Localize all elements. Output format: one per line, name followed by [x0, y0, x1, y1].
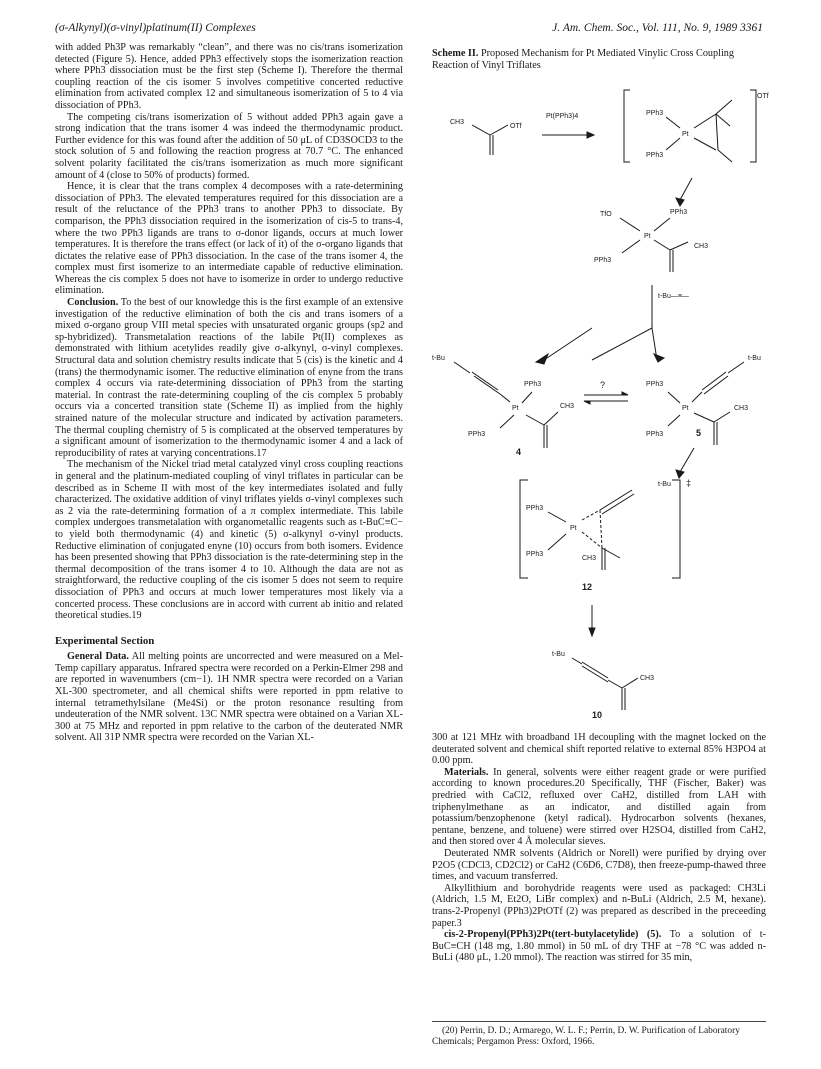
pt-label: Pt — [512, 405, 519, 412]
general-data-text: All melting points are uncorrected and were measured on a Mel-Temp capillary apparatus. Infrared spectra were recorded on a Perkin-Elmer 298 and are reported in wavenumbers (cm−1). 1H NMR spectra were recorded on a Varian XL-300 spectrometer, and all chemical shifts were reported in ppm relative to internal tetramethylsilane (Me4Si) or the proton resonance resulting from undeuteration of the NMR solvent. 13C NMR spectra were obtained on a Varian XL-300 at 75 MHz and reported in ppm relative to the carbon of the deuterated NMR solvent. All 31P NMR spectra were recorded on the Varian XL- — [55, 651, 403, 744]
pt-label: Pt — [682, 131, 689, 138]
pph3-label: PPh3 — [524, 381, 542, 388]
compound-12-label: 12 — [582, 582, 593, 592]
tbu-label: t-Bu — [658, 481, 671, 488]
pph3-label: PPh3 — [670, 209, 688, 216]
complex-4 — [432, 355, 574, 457]
tfo-label: TfO — [600, 211, 612, 218]
transition-state-12 — [520, 478, 691, 592]
footnote — [432, 1021, 766, 1048]
pi-complex — [624, 90, 769, 162]
conclusion-text: To the best of our knowledge this is the first example of an extensive investigation of the reductive elimination of both the cis and trans isomers of a mixed σ-organo group VIII metal species with unsaturated organic groups (sp2 and sp-hybridized). Transmetalation reactions of the labile Pt(II) complexes as demonstrated with lithium acetylides readily give σ-alkynyl, σ-vinyl complexes. Structural data and solution chemistry results indicate that 5 (cis) is the kinetic and 4 (trans) the thermodynamic isomer. The reductive elimination of enyne from the trans complex 4 occurs via rate-determining dissociation of PPh3 from the starting material. In contrast the rate-determining coupling of the cis complex 5 probably occurs via a concerted transition state (Scheme II) as implied from the highly strained nature of the molecular structure and indicated by activation parameters. The thermal coupling chemistry of 5 is complicated at the observed temperatures by a significant amount of isomerization to the thermodynamic isomer 4 and a lack of reproducibility of rates at varying concentrations.17 — [55, 297, 403, 459]
compound-4-label: 4 — [516, 447, 522, 457]
tbu-label: t-Bu — [432, 355, 445, 362]
ch3-label: CH3 — [582, 555, 597, 562]
ch3-label: CH3 — [734, 405, 749, 412]
paragraph: with added Ph3P was remarkably “clean”, and there was no cis/trans isomerization detected (Figure 5). Hence, added PPh3 effectively stops the isomerization reaction where PPh3 dissociation must be the first step (Scheme I). Therefore the thermal coupling reaction of the cis isomer 5 involves competitive concerted reductive elimination from activated complex 12 and simultaneous isomerization of 5 to 4 via dissociation of PPh3. — [55, 42, 403, 111]
synthesis-text: To a solution of t-BuC≡CH (148 mg, 1.80 mmol) in 50 mL of dry THF at −78 °C was added n-BuLi (480 μL, 1.20 mmol). The reaction was stirred for 35 min, — [432, 929, 766, 964]
complex-5 — [646, 355, 761, 445]
otf-label: OTf — [757, 93, 769, 100]
pph3-label: PPh3 — [646, 152, 664, 159]
scheme-label: Scheme II. — [432, 48, 479, 59]
tbu-label: t-Bu — [552, 651, 565, 658]
paragraph: Alkyllithium and borohydride reagents were used as packaged: CH3Li (Aldrich, 1.5 M, Et2O, LiBr complex) and n-BuLi (Aldrich, 2.5 M, hexane). trans-2-Propenyl (PPh3)2PtOTf (2) was prepared as described in the preceeding paper.3 — [432, 882, 766, 929]
scheme-title: Proposed Mechanism for Pt Mediated Vinylic Cross Coupling Reaction of Vinyl Triflates — [432, 48, 734, 71]
ch3-label: CH3 — [694, 243, 709, 250]
materials-text: In general, solvents were either reagent grade or were purified according to known procedures.20 Specifically, THF (Fischer, Baker) was predried with CaCl2, refluxed over CaH2, distilled from LAH with triphenylmethane as an indicator, and distilled again from potassium/benzophenone (ketyl radical). Hydrocarbon solvents (hexanes, pentane, benzene, and toluene) were stirred over H2SO4, distilled from CaH2, and then stored over 4 Å molecular sieves. — [432, 766, 767, 848]
pt-label: Pt — [570, 525, 577, 532]
paragraph — [432, 929, 766, 964]
ch3-label: CH3 — [640, 675, 655, 682]
question-mark: ? — [600, 380, 606, 390]
pph3-label: PPh3 — [526, 505, 544, 512]
paragraph: 300 at 121 MHz with broadband 1H decoupling with the magnet locked on the deuterated solvent and chemical shift reported relative to external 85% H3PO4 at 0.00 ppm. — [432, 732, 766, 767]
right-column — [432, 732, 766, 964]
reagent-label: t-Bu—≡— — [658, 293, 689, 300]
paragraph — [55, 651, 403, 744]
reagent-label: Pt(PPh3)4 — [546, 113, 579, 120]
pt-label: Pt — [682, 405, 689, 412]
arrowhead — [587, 132, 594, 138]
paragraph: The mechanism of the Nickel triad metal catalyzed vinyl cross coupling reactions in general and the platinum-mediated coupling of vinyl triflates in particular can be described as in Scheme II with most of the key intermediates isolated and fully characterized. The oxidative addition of vinyl triflates yields σ-vinyl complexes such as 2 via the rate-determining formation of a π complex intermediate. This labile complex undergoes transmetalation with organometallic reagents such as t-BuC≡C− to yield both thermodynamic (4) and kinetic (5) σ-alkynyl σ-vinyl products. Reductive elimination of conjugated enyne (10) occurs from both isomers. Evidence has been presented showing that PPh3 dissociation is the rate-determining step in the thermal decomposition of the trans isomer 4 to 10. Although the data are not as straightforward, the reductive coupling of the cis isomer 5 does not seem to require dissociation of PPh3 and occurs at much lower temperatures most likely via a concerted process. These conclusions are in accord with current ab initio and related theoretical studies.19 — [55, 459, 403, 622]
paragraph: Hence, it is clear that the trans complex 4 decomposes with a rate-determining dissociation of PPh3. The elevated temperatures required for this dissociation are a result of the reluctance of the PPh3 trans to another PPh3 to dissociate. By comparison, the PPh3 dissociation required in the isomerization of cis-5 to trans-4, where the two PPh3 ligands are trans to σ-donor ligands, occurs at much lower temperatures. It is therefore the trans effect (or lack of it) of the σ-organo ligands that dictates the relative ease of PPh3 dissociation. In the case of the trans isomer 4, the complex must first isomerize to an intermediate capable of reductive elimination. Whereas the cis complex 5 does not have to isomerize in order to undergo reductive elimination. — [55, 181, 403, 297]
subsection-heading: General Data. — [67, 651, 129, 663]
scheme-caption — [432, 48, 766, 72]
pph3-label: PPh3 — [594, 257, 612, 264]
reaction-scheme — [432, 70, 769, 720]
running-header-right: J. Am. Chem. Soc., Vol. 111, No. 9, 1989 3361 — [552, 22, 763, 34]
ch3-label: CH3 — [560, 403, 575, 410]
left-column — [55, 42, 403, 744]
vinyl-triflate — [450, 119, 522, 155]
compound-10-label: 10 — [592, 710, 603, 720]
otf-label: OTf — [510, 123, 522, 130]
subsection-heading: Materials. — [444, 766, 489, 778]
footnote-text: (20) Perrin, D. D.; Armarego, W. L. F.; Perrin, D. W. Purification of Laboratory Chemicals; Pergamon Press: Oxford, 1966. — [432, 1026, 740, 1047]
paragraph — [55, 297, 403, 459]
compound-5-label: 5 — [696, 428, 702, 438]
running-header-left: (σ-Alkynyl)(σ-vinyl)platinum(II) Complexes — [55, 22, 256, 34]
conclusion-heading: Conclusion. — [67, 297, 119, 309]
paragraph: The competing cis/trans isomerization of 5 without added PPh3 again gave a strong indication that the trans isomer 4 was indeed the thermodynamic product. Further evidence for this was found after the addition of 50 μL of CD3SOCD3 to the stock solution of 5 and following the reaction progress at 70.7 °C. The enhanced solvent polarity facilitated the cis/trans isomerization as much more significant amount of 4 (close to 50% of products) formed. — [55, 111, 403, 181]
pph3-label: PPh3 — [468, 431, 486, 438]
compound-heading: cis-2-Propenyl(PPh3)2Pt(tert-butylacetylide) (5). — [444, 929, 662, 941]
pt-label: Pt — [644, 233, 651, 240]
pph3-label: PPh3 — [526, 551, 544, 558]
section-heading: Experimental Section — [55, 634, 155, 647]
pph3-label: PPh3 — [646, 110, 664, 117]
paragraph: Deuterated NMR solvents (Aldrich or Norell) were purified by drying over P2O5 (CDCl3, CD2Cl2) or CaH2 (C6D6, C7D8), then freeze-pump-thawed three times, and vacuum transferred. — [432, 847, 766, 883]
dagger-symbol: ‡ — [686, 478, 692, 488]
complex-2 — [594, 209, 708, 272]
pph3-label: PPh3 — [646, 381, 664, 388]
pph3-label: PPh3 — [646, 431, 664, 438]
paragraph — [432, 767, 766, 848]
ch3-label: CH3 — [450, 119, 465, 126]
enyne-10 — [552, 651, 654, 720]
tbu-label: t-Bu — [748, 355, 761, 362]
